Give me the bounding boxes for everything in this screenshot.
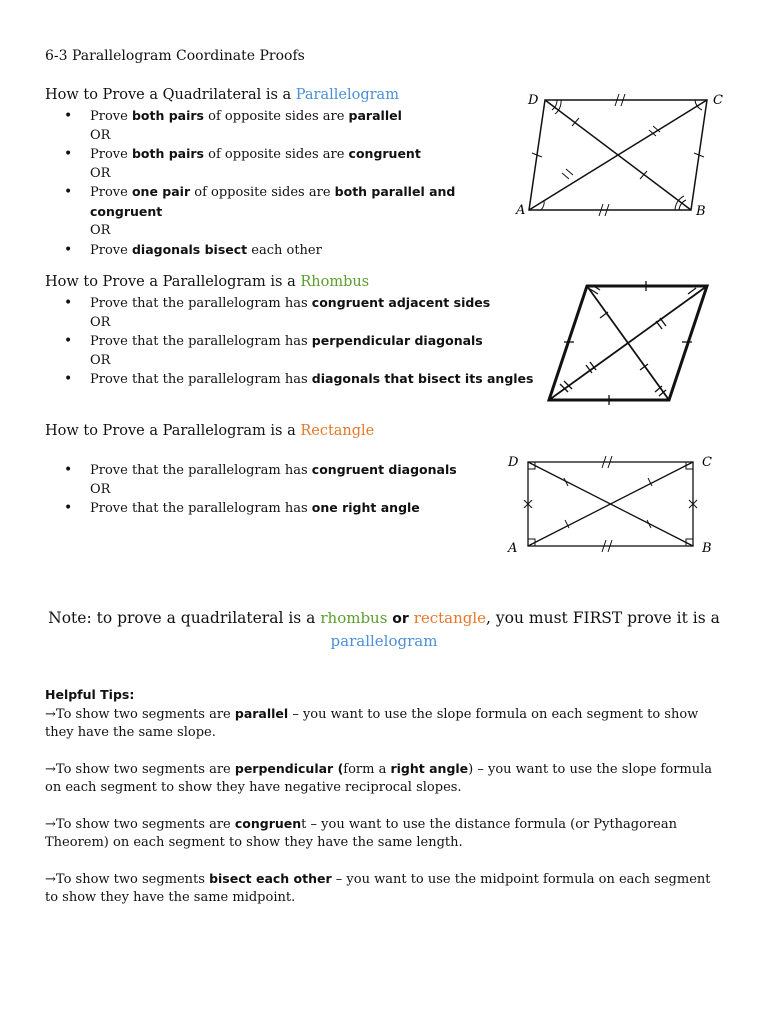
parallelogram-heading <box>45 87 399 103</box>
list-item <box>62 183 470 222</box>
item-bold: diagonals that bisect its angles <box>311 371 534 386</box>
vertex-d: D <box>508 455 519 470</box>
or-text: OR <box>90 314 111 330</box>
tip-text: ) – you want to use the slope formula on each segment to show they have negative reciprocal slopes. <box>45 762 713 795</box>
diagonal-bd <box>545 100 691 210</box>
item-bold: both pairs <box>131 146 205 161</box>
item-text: Prove <box>90 109 132 124</box>
heading-text: How to Prove a Parallelogram is a <box>45 423 301 439</box>
heading-text: How to Prove a Quadrilateral is a <box>45 87 296 103</box>
item-text: Prove that the parallelogram has <box>90 296 312 311</box>
parallelogram-figure <box>500 88 730 223</box>
vertex-b: B <box>702 541 712 556</box>
tip-text: t – you want to use the distance formula (or Pythagorean Theorem) on each segment to show they have the same length. <box>45 817 677 850</box>
tip-bold: bisect each other <box>209 871 332 886</box>
item-bold: congruent adjacent sides <box>311 295 491 310</box>
tip-bold: parallel <box>234 706 289 721</box>
item-text: of opposite sides are <box>204 147 349 162</box>
note-or: or <box>387 611 414 627</box>
note-text: , you must FIRST prove it is a <box>486 609 720 627</box>
arrow-icon: → <box>45 762 56 777</box>
or-text: OR <box>90 352 111 368</box>
rhombus-figure <box>540 280 720 410</box>
heading-keyword: Parallelogram <box>295 87 399 103</box>
heading-keyword: Rectangle <box>300 423 375 439</box>
or-text: OR <box>90 223 111 238</box>
tip-text: – you want to use the midpoint formula on each segment to show they have the same midpoint. <box>45 872 711 905</box>
tip-text: To show two segments <box>55 872 210 887</box>
heading-keyword: Rhombus <box>300 274 370 290</box>
list-item <box>62 241 470 261</box>
note-rhombus: rhombus <box>320 609 388 627</box>
list-item <box>62 145 470 165</box>
item-bold: perpendicular diagonals <box>311 333 483 348</box>
note-rectangle: rectangle <box>413 609 487 627</box>
item-bold: diagonals bisect <box>131 241 248 257</box>
item-text: Prove <box>90 147 132 162</box>
rectangle-list <box>62 461 457 519</box>
item-text: Prove <box>90 185 132 200</box>
rhombus-heading <box>45 274 369 290</box>
item-text: Prove that the parallelogram has <box>90 372 312 387</box>
arrow-icon: → <box>45 707 56 722</box>
arrow-icon: → <box>45 817 56 832</box>
item-bold: one right angle <box>311 500 420 515</box>
page-title: 6-3 Parallelogram Coordinate Proofs <box>45 48 305 64</box>
item-text: Prove that the parallelogram has <box>90 334 312 349</box>
tip-bold: right angle <box>390 761 469 776</box>
vertex-b: B <box>696 204 706 219</box>
tip-bold: perpendicular ( <box>234 761 344 776</box>
item-text: of opposite sides are <box>204 109 349 124</box>
rhombus-list <box>62 294 533 390</box>
item-text: Prove <box>90 242 132 258</box>
arrow-icon: → <box>45 872 56 887</box>
tip-perpendicular <box>45 760 725 797</box>
parallelogram-list <box>62 107 470 260</box>
or-text: OR <box>90 481 111 497</box>
item-bold: congruent diagonals <box>311 462 457 477</box>
list-item <box>62 370 533 390</box>
item-text: each other <box>247 242 322 258</box>
note-parallelogram: parallelogram <box>330 632 438 650</box>
list-item <box>62 461 457 481</box>
list-item <box>62 499 457 519</box>
tip-text: – you want to use the slope formula on each segment to show they have the same slope. <box>45 707 699 740</box>
list-item <box>62 332 533 352</box>
note <box>0 607 768 652</box>
item-text: Prove that the parallelogram has <box>90 463 312 478</box>
rectangle-heading <box>45 423 374 439</box>
or-text: OR <box>90 127 111 143</box>
helpful-tips <box>45 686 725 925</box>
tip-text: To show two segments are <box>55 762 235 777</box>
tip-congruent <box>45 815 725 852</box>
tips-heading: Helpful Tips: <box>45 687 135 702</box>
list-item <box>62 107 470 127</box>
item-bold: one pair <box>131 184 191 199</box>
tip-text: To show two segments are <box>55 817 235 832</box>
vertex-a: A <box>516 203 526 218</box>
tip-bisect <box>45 870 725 907</box>
or-text: OR <box>90 165 111 181</box>
item-bold: parallel <box>348 108 402 123</box>
tip-bold: congruen <box>234 816 302 831</box>
heading-text: How to Prove a Parallelogram is a <box>45 274 301 290</box>
item-bold: both parallel and congruent <box>90 184 456 219</box>
item-bold: congruent <box>348 146 421 161</box>
tip-parallel <box>45 705 725 742</box>
vertex-d: D <box>528 93 539 108</box>
list-item <box>62 294 533 314</box>
item-bold: both pairs <box>131 108 205 123</box>
vertex-a: A <box>508 541 518 556</box>
item-text: Prove that the parallelogram has <box>90 501 312 516</box>
vertex-c: C <box>702 455 712 470</box>
vertex-c: C <box>713 93 723 108</box>
note-text: Note: to prove a quadrilateral is a <box>48 609 321 627</box>
diagonal-short <box>587 286 669 400</box>
tip-text: To show two segments are <box>55 707 235 722</box>
tip-text: form a <box>343 762 391 777</box>
item-text: of opposite sides are <box>190 185 335 200</box>
rectangle-figure <box>500 450 725 560</box>
